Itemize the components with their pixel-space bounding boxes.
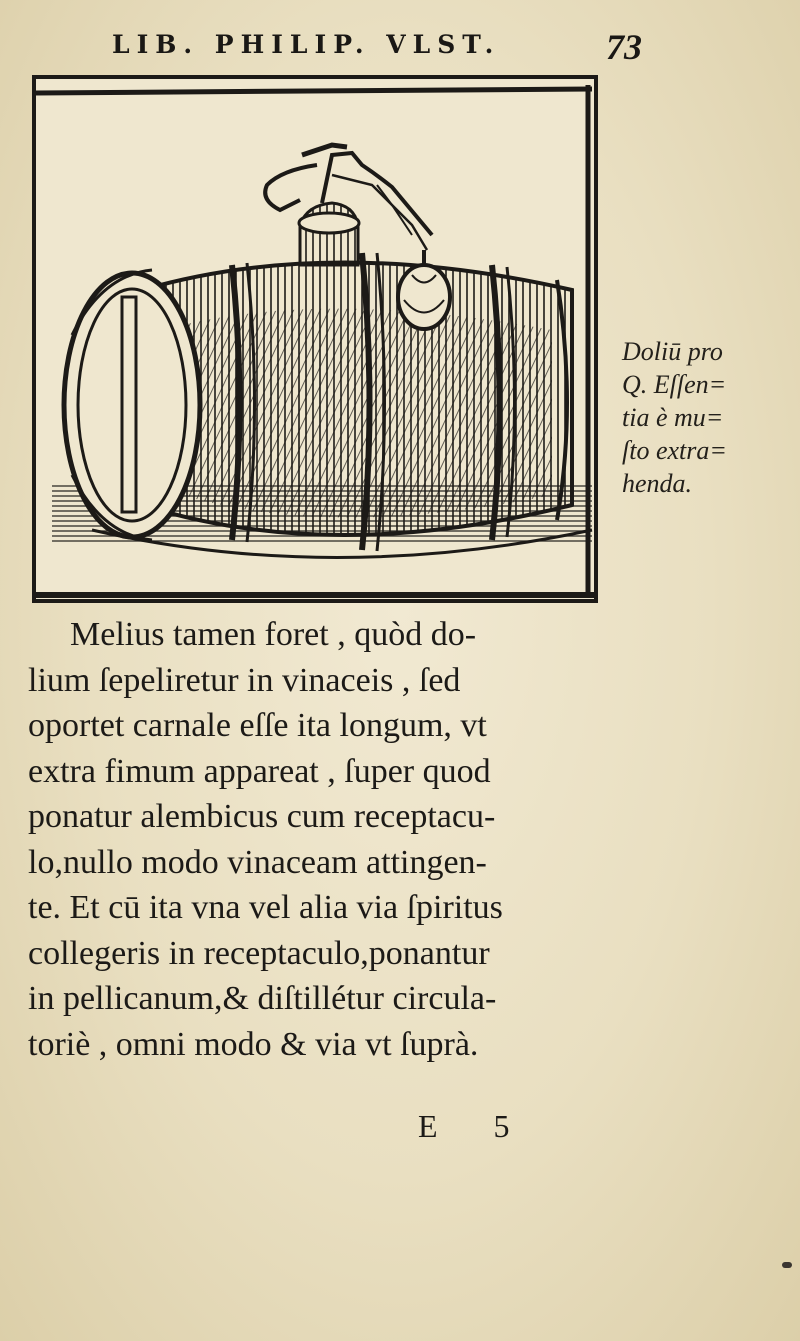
marginal-note-line: henda. [622,469,693,498]
body-line: in pellicanum,& diſtillétur circula- [28,980,497,1017]
body-line: ponatur alembicus cum receptacu- [28,798,496,835]
barrel-still-woodcut-icon [32,75,598,605]
marginal-note-line: Q. Eſſen= [622,370,727,399]
signature-mark: E 5 [418,1108,534,1144]
body-line: lium ſepeliretur in vinaceis , ſed [28,661,461,699]
marginal-note-line: Doliū pro [622,337,723,366]
body-line: Melius tamen foret , quòd do- [70,616,477,653]
body-line: te. Et cū ita vna vel alia via ſpiritus [28,889,503,926]
body-line: extra fimum appareat , ſuper quod [28,752,491,790]
body-line: oportet carnale eſſe ita longum, vt [28,707,487,744]
ink-spot [782,1262,792,1268]
marginal-note-line: ſto extra= [622,436,727,465]
page-header [0,20,800,70]
body-text [28,612,668,1067]
body-line: collegeris in receptaculo,ponantur [28,934,490,972]
running-head: LIB. PHILIP. VLST. [112,30,501,59]
page-number: 73 [606,27,642,67]
marginal-note-line: tia è mu= [622,403,724,432]
body-line: lo,nullo modo vinaceam attingen- [28,843,487,881]
marginal-note [622,335,782,500]
body-line: toriè , omni modo & via vt ſuprà. [28,1025,479,1063]
